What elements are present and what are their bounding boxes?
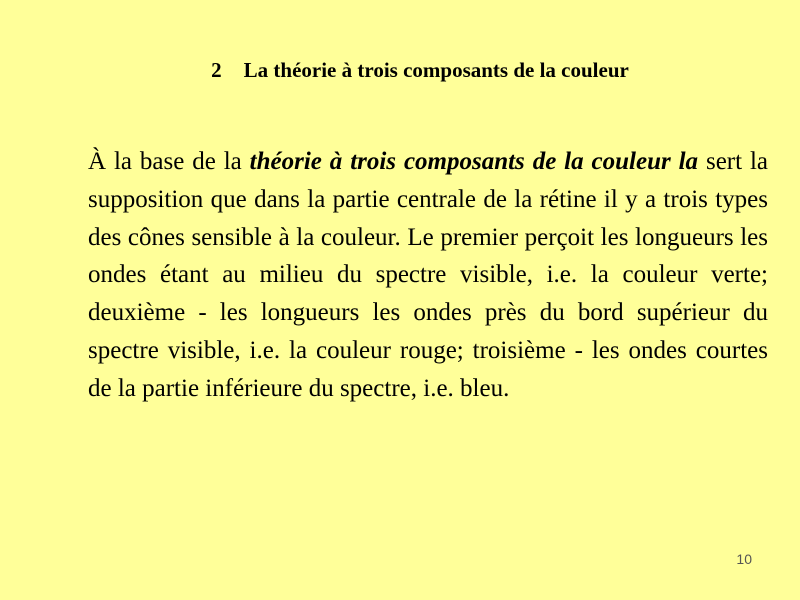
heading-number: 2 xyxy=(211,58,222,82)
heading-title: La théorie à trois composants de la couleur xyxy=(243,58,629,82)
page-number: 10 xyxy=(736,551,752,567)
paragraph-rest: sert la supposition que dans la partie centrale de la rétine il y a trois types des cônes sensible à la couleur. Le premier perçoit les longueurs les ondes étant au milieu du spectre visible, i.e. la couleur verte; deuxième - les longueurs les ondes près du bord supérieur du spectre visible, i.e. la couleur rouge; troisième - les ondes courtes de la partie inférieure du spectre, i.e. bleu. xyxy=(88,148,769,402)
body-paragraph xyxy=(88,143,768,408)
slide-heading xyxy=(0,58,800,83)
paragraph-intro: À la base de la xyxy=(88,148,250,175)
paragraph-emphasis: théorie à trois composants de la couleur la xyxy=(249,148,699,175)
